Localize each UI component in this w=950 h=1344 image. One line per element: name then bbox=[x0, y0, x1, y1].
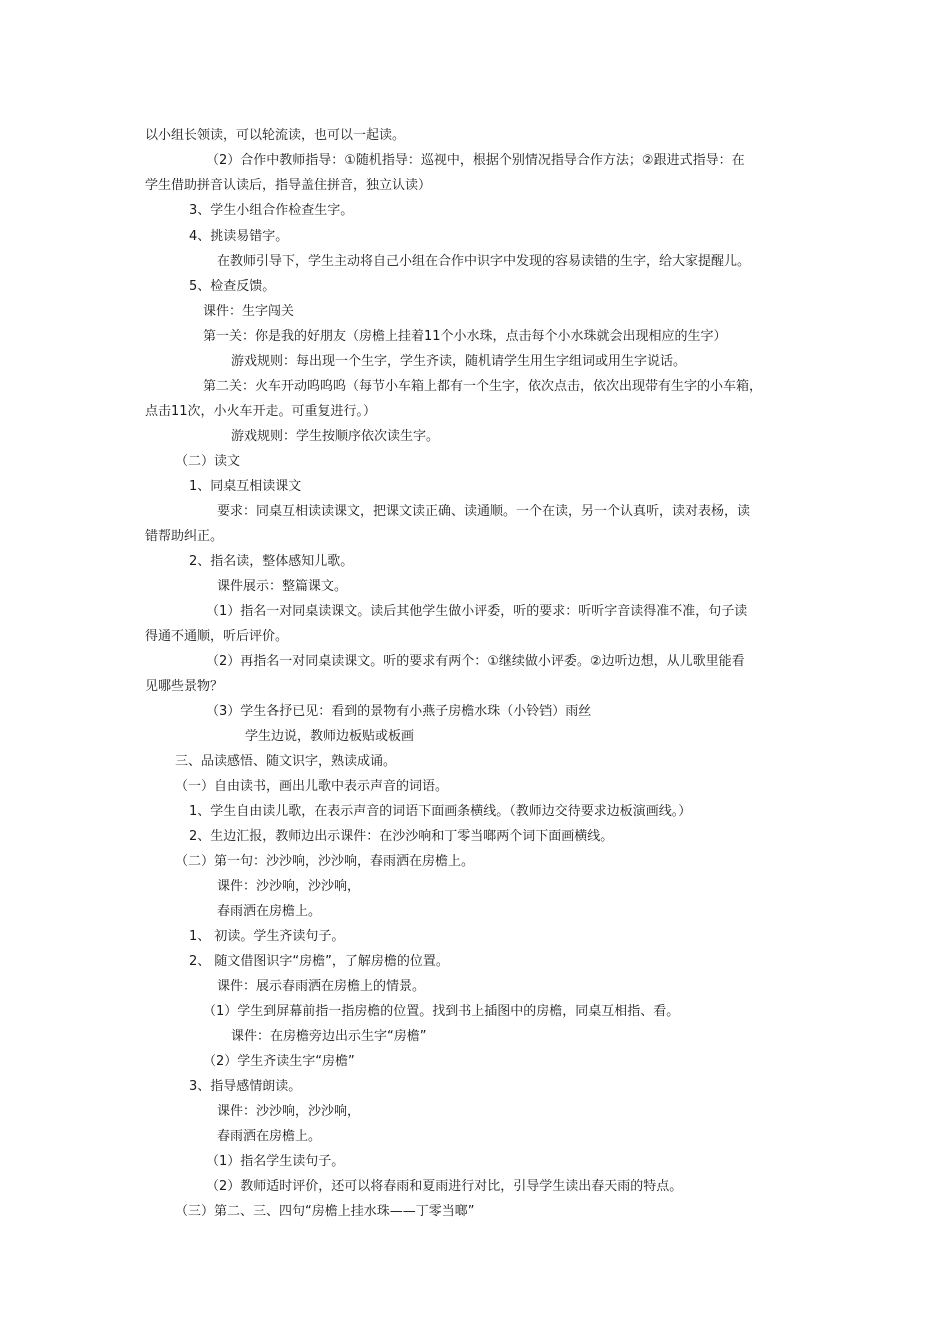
text-line: 学生借助拼音认读后，指导盖住拼音，独立认读） bbox=[145, 178, 432, 193]
text-line: 课件：展示春雨洒在房檐上的情景。 bbox=[217, 979, 426, 994]
text-line: 三、品读感悟、随文识字，熟读成诵。 bbox=[175, 754, 397, 769]
text-line: 点击11次，小火车开走。可重复进行。） bbox=[145, 404, 377, 419]
text-line: 课件：沙沙响，沙沙响， bbox=[217, 1104, 361, 1119]
text-line: （二）读文 bbox=[175, 454, 241, 469]
text-line: （2）合作中教师指导：①随机指导：巡视中，根据个别情况指导合作方法；②跟进式指导：在 bbox=[206, 153, 745, 168]
text-line: （1）指名学生读句子。 bbox=[206, 1154, 345, 1169]
text-line: 要求：同桌互相读读课文，把课文读正确、读通顺。一个在读，另一个认真听，读对表杨，读 bbox=[217, 504, 751, 519]
text-line: （1）学生到屏幕前指一指房檐的位置。找到书上插图中的房檐，同桌互相指、看。 bbox=[203, 1004, 680, 1019]
text-line: （3）学生各抒已见：看到的景物有小燕子房檐水珠（小铃铛）雨丝 bbox=[206, 704, 592, 719]
text-line: （2）学生齐读生字“房檐” bbox=[203, 1054, 355, 1069]
text-line: 第二关：火车开动呜呜呜（每节小车箱上都有一个生字，依次点击，依次出现带有生字的小车箱， bbox=[203, 379, 763, 394]
text-line: （2）教师适时评价，还可以将春雨和夏雨进行对比，引导学生读出春天雨的特点。 bbox=[206, 1179, 683, 1194]
text-line: 5、检查反馈。 bbox=[189, 279, 276, 294]
text-line: 2、指名读，整体感知儿歌。 bbox=[189, 554, 354, 569]
text-line: 1、 初读。学生齐读句子。 bbox=[189, 929, 345, 944]
text-line: 第一关：你是我的好朋友（房檐上挂着11个小水珠，点击每个小水珠就会出现相应的生字） bbox=[203, 329, 727, 344]
text-line: 错帮助纠正。 bbox=[145, 529, 224, 544]
text-line: 2、 随文借图识字“房檐”，了解房檐的位置。 bbox=[189, 954, 449, 969]
text-line: 以小组长领读，可以轮流读，也可以一起读。 bbox=[145, 128, 406, 143]
text-line: 课件：沙沙响，沙沙响， bbox=[217, 879, 361, 894]
text-line: （2）再指名一对同桌读课文。听的要求有两个：①继续做小评委。②边听边想，从儿歌里能看 bbox=[206, 654, 745, 669]
text-line: 在教师引导下，学生主动将自己小组在合作中识字中发现的容易读错的生字，给大家提醒儿。 bbox=[217, 254, 751, 269]
text-line: 春雨洒在房檐上。 bbox=[217, 1129, 322, 1144]
text-line: 1、学生自由读儿歌，在表示声音的词语下面画条横线。（教师边交待要求边板演画线。） bbox=[189, 804, 692, 819]
text-line: 3、指导感情朗读。 bbox=[189, 1079, 302, 1094]
text-line: 游戏规则：每出现一个生字，学生齐读，随机请学生用生字组词或用生字说话。 bbox=[231, 354, 687, 369]
text-line: （1）指名一对同桌读课文。读后其他学生做小评委，听的要求：听听字音读得准不准，句子读 bbox=[206, 604, 748, 619]
text-line: （三）第二、三、四句“房檐上挂水珠——丁零当啷” bbox=[175, 1204, 475, 1219]
text-line: （一）自由读书，画出儿歌中表示声音的词语。 bbox=[175, 779, 449, 794]
text-line: （二）第一句：沙沙响，沙沙响，春雨洒在房檐上。 bbox=[175, 854, 475, 869]
text-line: 学生边说，教师边板贴或板画 bbox=[245, 729, 415, 744]
text-line: 1、同桌互相读课文 bbox=[189, 479, 302, 494]
text-line: 游戏规则：学生按顺序依次读生字。 bbox=[231, 429, 440, 444]
text-line: 得通不通顺，听后评价。 bbox=[145, 629, 289, 644]
text-line: 课件：在房檐旁边出示生字“房檐” bbox=[231, 1029, 427, 1044]
text-line: 2、生边汇报，教师边出示课件：在沙沙响和丁零当啷两个词下面画横线。 bbox=[189, 829, 614, 844]
text-line: 3、学生小组合作检查生字。 bbox=[189, 203, 354, 218]
text-line: 课件展示：整篇课文。 bbox=[217, 579, 348, 594]
text-line: 课件：生字闯关 bbox=[203, 304, 295, 319]
text-line: 见哪些景物？ bbox=[145, 679, 224, 694]
text-line: 4、挑读易错字。 bbox=[189, 229, 289, 244]
text-line: 春雨洒在房檐上。 bbox=[217, 904, 322, 919]
